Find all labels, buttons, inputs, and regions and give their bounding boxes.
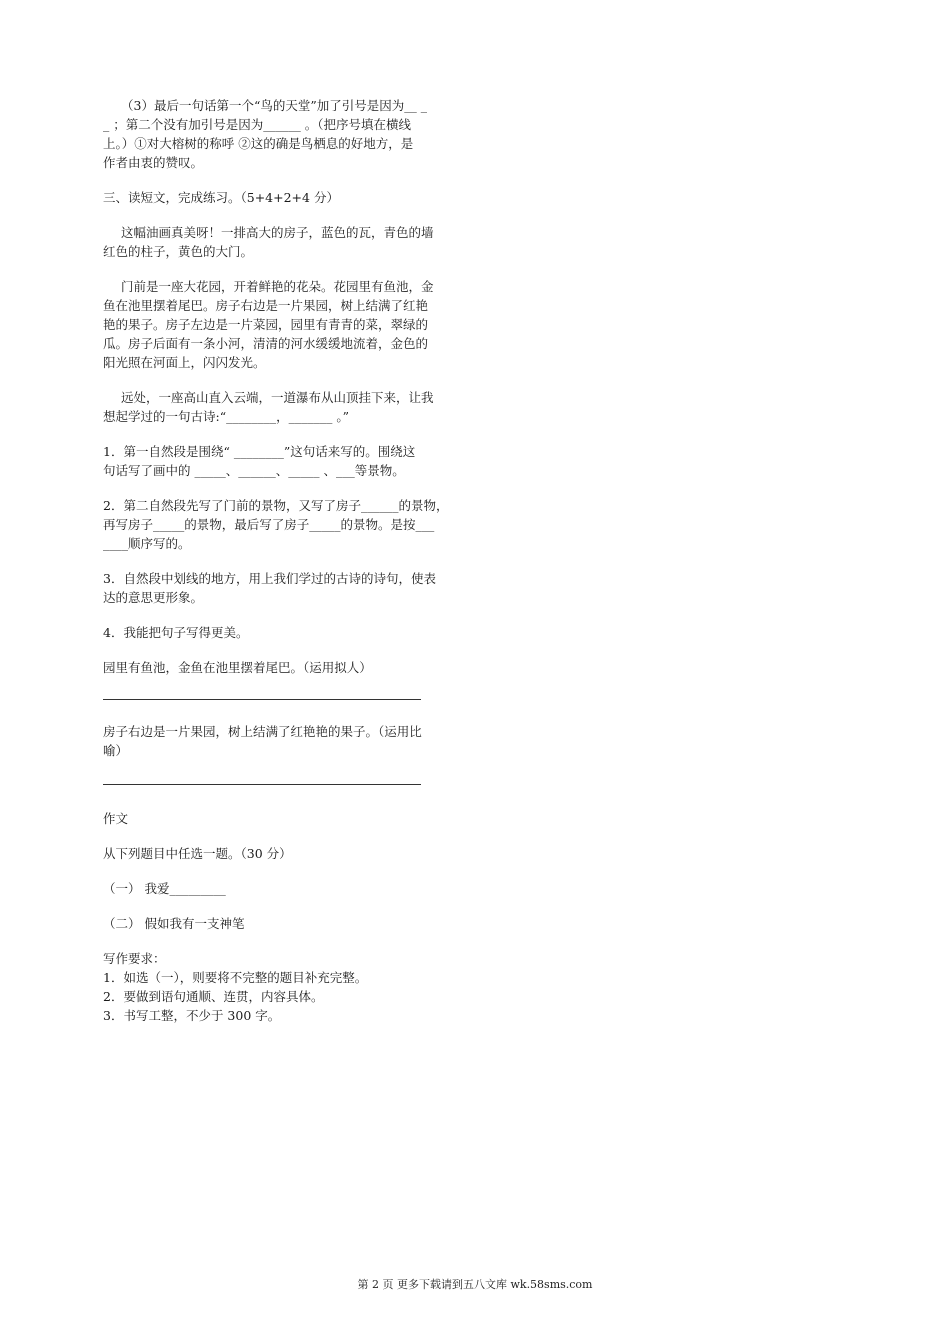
exercise-line: 再写房子_____的景物，最后写了房子_____的景物。是按___ — [103, 517, 435, 532]
page-content — [103, 96, 470, 1025]
composition-heading: 作文 — [103, 811, 129, 826]
question-3-line: _ ；第二个没有加引号是因为______ 。（把序号填在横线 — [103, 117, 411, 132]
exercise-line: 3．自然段中划线的地方，用上我们学过的古诗的诗句，使表 — [103, 571, 436, 586]
passage-paragraph-2 — [103, 277, 470, 372]
passage-line: 这幅油画真美呀！一排高大的房子，蓝色的瓦，青色的墙 — [121, 225, 434, 240]
requirement-item: 3．书写工整，不少于 300 字。 — [103, 1008, 281, 1023]
passage-paragraph-1 — [103, 223, 470, 261]
question-3-line: 上。）①对大榕树的称呼 ②这的确是鸟栖息的好地方，是 — [103, 136, 414, 151]
exercise-line: 达的意思更形象。 — [103, 590, 204, 605]
passage-line: 远处，一座高山直入云端，一道瀑布从山顶挂下来，让我 — [121, 390, 434, 405]
answer-line — [103, 784, 421, 785]
composition-option-2: （二） 假如我有一支神笔 — [103, 916, 245, 931]
requirements-title: 写作要求： — [103, 951, 166, 966]
exercise-2 — [103, 496, 470, 553]
exercise-line: ____顺序写的。 — [103, 536, 191, 551]
question-3-line: （3）最后一句话第一个“鸟的天堂”加了引号是因为__ _ — [121, 98, 427, 113]
question-3-line: 作者由衷的赞叹。 — [103, 155, 204, 170]
passage-line: 鱼在池里摆着尾巴。房子右边是一片果园，树上结满了红艳 — [103, 298, 429, 313]
passage-line: 想起学过的一句古诗:“________，_______ 。” — [103, 409, 349, 424]
requirement-item: 2．要做到语句通顺、连贯，内容具体。 — [103, 989, 324, 1004]
question-3-block — [103, 96, 470, 172]
composition-option-1: （一） 我爱_________ — [103, 881, 226, 896]
exercise-line: 2．第二自然段先写了门前的景物，又写了房子______的景物， — [103, 498, 449, 513]
exercise-line: 句话写了画中的 _____、______、_____ 、___等景物。 — [103, 463, 405, 478]
exercise-4: 4．我能把句子写得更美。 — [103, 625, 249, 640]
page-footer: 第 2 页 更多下载请到五八文库 wk.58sms.com — [357, 1278, 593, 1291]
rewrite-line: 喻） — [103, 743, 129, 758]
section-3-heading: 三、读短文，完成练习。（5+4+2+4 分） — [103, 190, 339, 205]
exercise-1 — [103, 442, 470, 480]
passage-line: 阳光照在河面上，闪闪发光。 — [103, 355, 266, 370]
rewrite-sentence-2 — [103, 722, 470, 760]
rewrite-line: 房子右边是一片果园，树上结满了红艳艳的果子。（运用比 — [103, 724, 422, 739]
exercise-3 — [103, 569, 470, 607]
requirement-item: 1．如选（一），则要将不完整的题目补充完整。 — [103, 970, 368, 985]
passage-paragraph-3 — [103, 388, 470, 426]
writing-requirements — [103, 949, 470, 1025]
composition-instruction: 从下列题目中任选一题。（30 分） — [103, 846, 292, 861]
exercise-line: 1．第一自然段是围绕“ ________”这句话来写的。围绕这 — [103, 444, 416, 459]
answer-line — [103, 699, 421, 700]
passage-line: 瓜。房子后面有一条小河，清清的河水缓缓地流着，金色的 — [103, 336, 429, 351]
rewrite-sentence-1: 园里有鱼池，金鱼在池里摆着尾巴。（运用拟人） — [103, 660, 372, 675]
passage-line: 门前是一座大花园，开着鲜艳的花朵。花园里有鱼池，金 — [121, 279, 434, 294]
passage-line: 艳的果子。房子左边是一片菜园，园里有青青的菜，翠绿的 — [103, 317, 429, 332]
passage-line: 红色的柱子，黄色的大门。 — [103, 244, 254, 259]
